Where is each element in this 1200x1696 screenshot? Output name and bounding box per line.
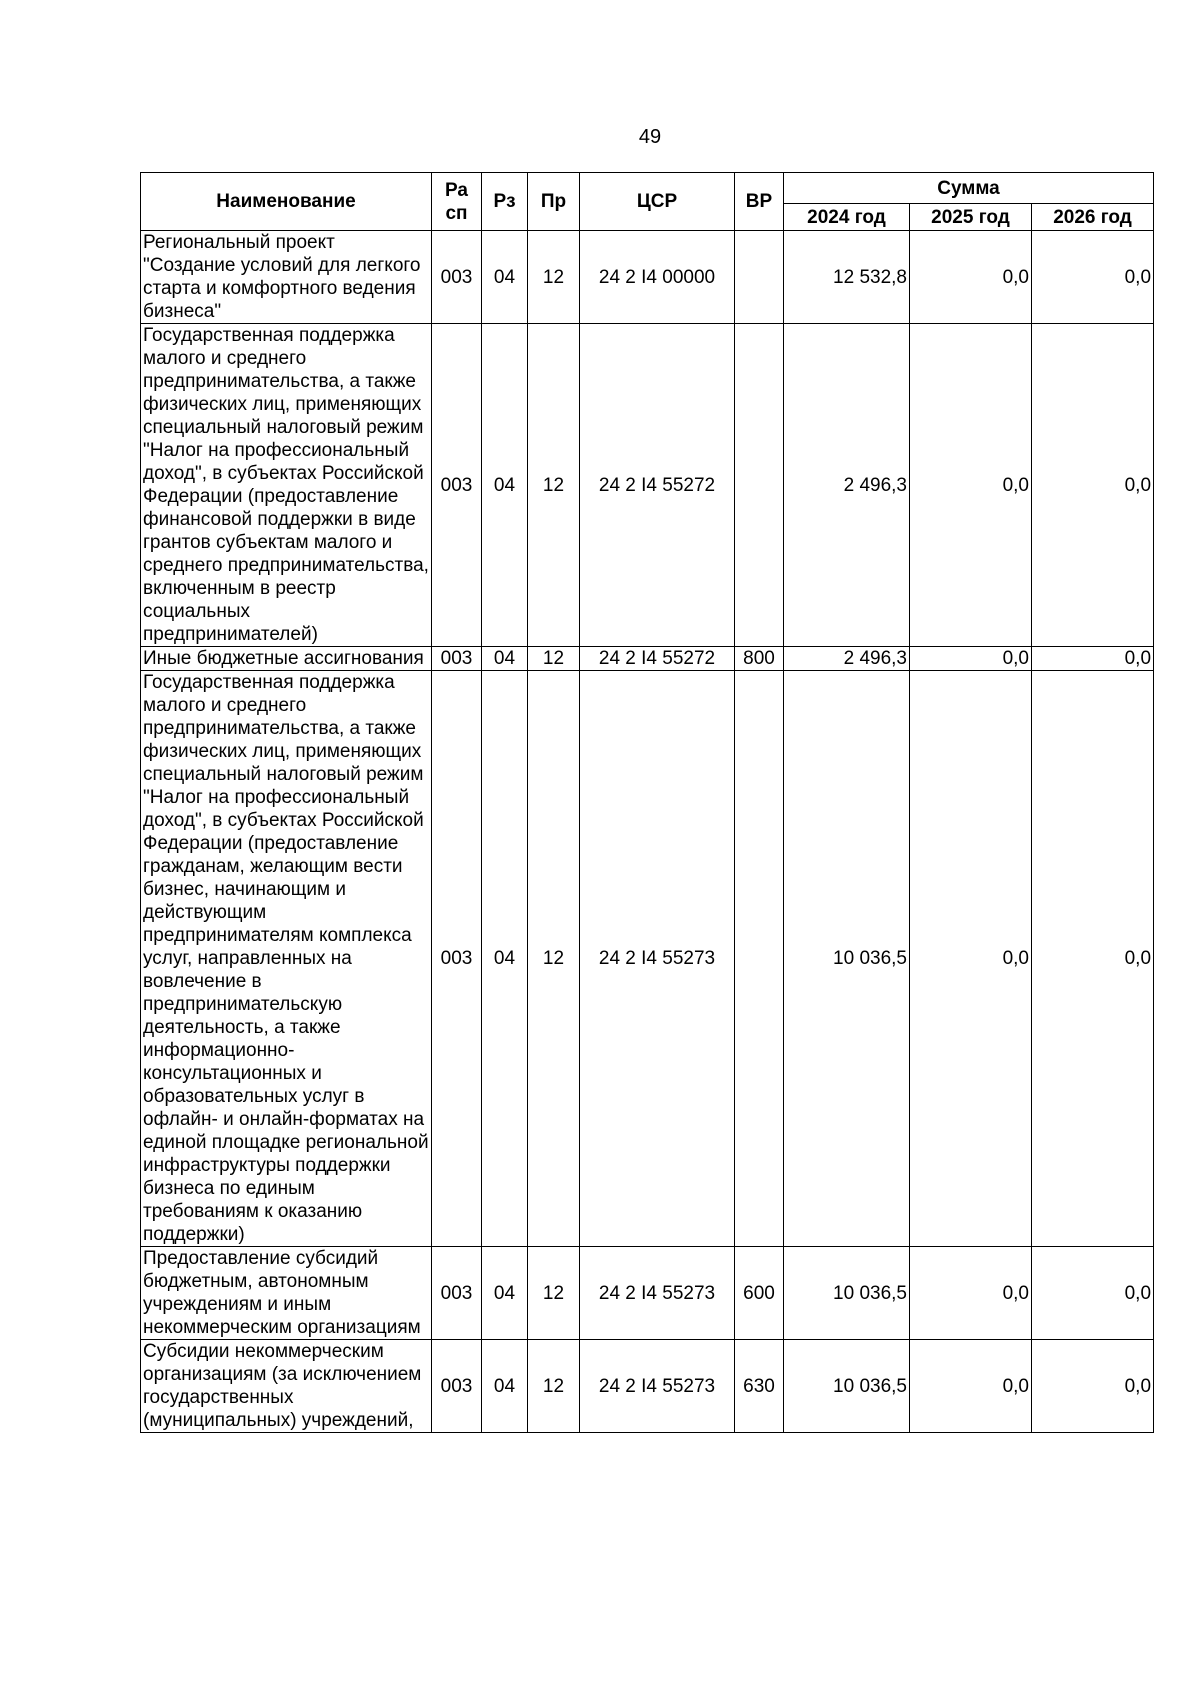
header-year-2026: 2026 год <box>1032 204 1154 231</box>
row-rasp: 003 <box>432 231 482 324</box>
row-sum-2024: 10 036,5 <box>784 1247 910 1340</box>
header-year-2025: 2025 год <box>910 204 1032 231</box>
row-csr: 24 2 I4 55273 <box>580 671 735 1247</box>
row-sum-2024: 12 532,8 <box>784 231 910 324</box>
row-sum-2026: 0,0 <box>1032 324 1154 647</box>
row-rz: 04 <box>482 231 528 324</box>
row-rasp: 003 <box>432 671 482 1247</box>
page-number: 49 <box>638 126 662 148</box>
row-vr <box>735 324 784 647</box>
row-csr: 24 2 I4 55273 <box>580 1340 735 1433</box>
row-sum-2026: 0,0 <box>1032 1247 1154 1340</box>
row-rz: 04 <box>482 1247 528 1340</box>
header-name: Наименование <box>141 173 432 231</box>
table-row <box>141 1247 1154 1340</box>
row-vr: 600 <box>735 1247 784 1340</box>
row-pr: 12 <box>528 231 580 324</box>
row-rasp: 003 <box>432 1247 482 1340</box>
row-sum-2026: 0,0 <box>1032 671 1154 1247</box>
header-year-2024: 2024 год <box>784 204 910 231</box>
row-vr: 630 <box>735 1340 784 1433</box>
row-rz: 04 <box>482 671 528 1247</box>
row-pr: 12 <box>528 647 580 671</box>
row-sum-2025: 0,0 <box>910 671 1032 1247</box>
row-rz: 04 <box>482 1340 528 1433</box>
table-row <box>141 1340 1154 1433</box>
row-rasp: 003 <box>432 324 482 647</box>
row-sum-2024: 2 496,3 <box>784 647 910 671</box>
row-pr: 12 <box>528 1340 580 1433</box>
row-sum-2025: 0,0 <box>910 1340 1032 1433</box>
row-rz: 04 <box>482 647 528 671</box>
row-sum-2026: 0,0 <box>1032 231 1154 324</box>
header-rz: Рз <box>482 173 528 231</box>
row-sum-2024: 10 036,5 <box>784 1340 910 1433</box>
header-rasp: Ра сп <box>432 173 482 231</box>
row-name: Региональный проект "Создание условий для легкого старта и комфортного ведения бизнеса" <box>141 231 432 324</box>
budget-table <box>140 172 1154 1433</box>
row-sum-2025: 0,0 <box>910 647 1032 671</box>
row-pr: 12 <box>528 1247 580 1340</box>
row-sum-2024: 2 496,3 <box>784 324 910 647</box>
row-pr: 12 <box>528 671 580 1247</box>
row-sum-2026: 0,0 <box>1032 647 1154 671</box>
row-csr: 24 2 I4 55272 <box>580 647 735 671</box>
row-name: Государственная поддержка малого и среднего предпринимательства, а также физических лиц, применяющих специальный налоговый режим "Налог на профессиональный доход", в субъектах Российской Федерации (предоставление финансовой поддержки в виде грантов субъектам малого и среднего предпринимательства, включенным в реестр социальных предпринимателей) <box>141 324 432 647</box>
row-name: Государственная поддержка малого и среднего предпринимательства, а также физических лиц, применяющих специальный налоговый режим "Налог на профессиональный доход", в субъектах Российской Федерации (предоставление гражданам, желающим вести бизнес, начинающим и действующим предпринимателям комплекса услуг, направленных на вовлечение в предпринимательскую деятельность, а также информационно-консультационных и образовательных услуг в офлайн- и онлайн-форматах на единой площадке региональной инфраструктуры поддержки бизнеса по единым требованиям к оказанию поддержки) <box>141 671 432 1247</box>
header-pr: Пр <box>528 173 580 231</box>
row-sum-2026: 0,0 <box>1032 1340 1154 1433</box>
row-name: Предоставление субсидий бюджетным, автономным учреждениям и иным некоммерческим организациям <box>141 1247 432 1340</box>
row-rasp: 003 <box>432 647 482 671</box>
row-csr: 24 2 I4 55272 <box>580 324 735 647</box>
row-rz: 04 <box>482 324 528 647</box>
row-name: Субсидии некоммерческим организациям (за исключением государственных (муниципальных) учреждений, <box>141 1340 432 1433</box>
header-sum: Сумма <box>784 173 1154 204</box>
table-row <box>141 231 1154 324</box>
row-rasp: 003 <box>432 1340 482 1433</box>
table-row <box>141 647 1154 671</box>
row-sum-2025: 0,0 <box>910 324 1032 647</box>
table-row <box>141 671 1154 1247</box>
row-csr: 24 2 I4 00000 <box>580 231 735 324</box>
header-vr: ВР <box>735 173 784 231</box>
row-sum-2025: 0,0 <box>910 231 1032 324</box>
row-pr: 12 <box>528 324 580 647</box>
row-name: Иные бюджетные ассигнования <box>141 647 432 671</box>
row-sum-2024: 10 036,5 <box>784 671 910 1247</box>
row-vr: 800 <box>735 647 784 671</box>
row-sum-2025: 0,0 <box>910 1247 1032 1340</box>
header-csr: ЦСР <box>580 173 735 231</box>
row-vr <box>735 671 784 1247</box>
row-vr <box>735 231 784 324</box>
row-csr: 24 2 I4 55273 <box>580 1247 735 1340</box>
table-row <box>141 324 1154 647</box>
